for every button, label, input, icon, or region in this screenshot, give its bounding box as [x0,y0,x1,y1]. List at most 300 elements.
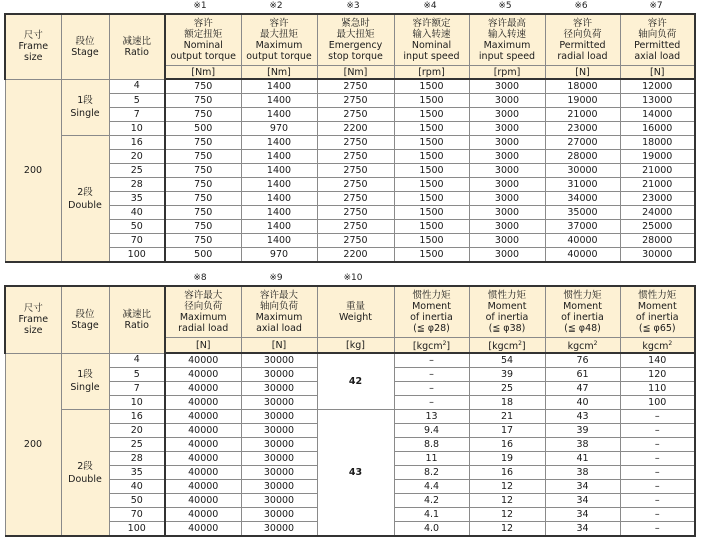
table-row [5,248,695,263]
value-cell: 43 [545,410,620,424]
value-cell: 3000 [469,122,545,136]
table-row [5,206,695,220]
value-cell: 25 [469,382,545,396]
header-line: radial load [178,323,229,334]
unit-text: [kgcm [412,341,443,353]
unit-close: ] [446,341,451,353]
value-cell: 12 [469,522,545,537]
ratio-cell: 4 [109,353,165,368]
value-cell: 970 [241,248,317,263]
header-line: 容许最大 [184,290,223,301]
header-line: 减速比 [122,35,151,47]
value-cell: – [620,522,695,537]
table-row [5,79,695,94]
column-header [394,286,469,338]
header-line: Single [70,382,100,394]
ratio-cell: 70 [109,234,165,248]
value-cell: 40 [545,396,620,410]
value-cell: 2200 [317,248,394,263]
value-cell: 1500 [394,206,469,220]
value-cell: – [394,353,469,368]
value-cell: 2750 [317,178,394,192]
value-cell: 21000 [545,108,620,122]
value-cell: 19000 [545,94,620,108]
value-cell: 14000 [620,108,695,122]
value-cell: 2750 [317,108,394,122]
value-cell: – [620,466,695,480]
header-line: 容许额定 [412,18,451,29]
value-cell: 38 [545,438,620,452]
value-cell: – [620,494,695,508]
value-cell: 3000 [469,136,545,150]
value-cell: 40000 [165,353,241,368]
unit-text: kgcm [642,341,669,353]
value-cell: 970 [241,122,317,136]
note-marker: ※2 [269,1,283,11]
header-line: Single [70,108,100,120]
value-cell: 1500 [394,178,469,192]
value-cell: 1500 [394,220,469,234]
header-line: Maximum [483,40,531,51]
ratio-cell: 100 [109,522,165,537]
value-cell: 2750 [317,234,394,248]
header-line: 容许 [647,18,667,29]
column-header [241,286,317,338]
value-cell: 40000 [545,248,620,263]
value-cell: 1400 [241,164,317,178]
value-cell: 8.8 [394,438,469,452]
value-cell: 12 [469,508,545,522]
header-line: output torque [246,51,312,62]
header-line: size [24,325,43,337]
note-marker: ※7 [649,1,663,11]
value-cell: – [620,410,695,424]
value-cell: 28000 [620,234,695,248]
value-cell: 18000 [545,79,620,94]
column-header [545,286,620,338]
unit-cell [241,338,317,354]
unit-cell [469,338,545,354]
header-line: input speed [403,51,460,62]
value-cell: 41 [545,452,620,466]
value-cell: 1500 [394,136,469,150]
unit-text: [Nm] [343,66,368,78]
value-cell: 28000 [545,150,620,164]
stage-double-cell [61,136,109,263]
value-cell: 40000 [165,466,241,480]
table-row [5,122,695,136]
value-cell: 1400 [241,150,317,164]
header-line: Double [68,473,102,485]
ratio-cell: 4 [109,79,165,94]
unit-superscript: 2 [668,340,673,347]
ratio-cell: 5 [109,94,165,108]
unit-text: [kg] [346,339,365,351]
unit-cell [469,66,545,80]
value-cell: 40000 [165,410,241,424]
header-line: axial load [634,51,681,62]
unit-cell [394,66,469,80]
value-cell: 35000 [545,206,620,220]
value-cell: 3000 [469,248,545,263]
header-line: 径向负荷 [563,29,602,40]
header-line: 容许最大 [259,290,298,301]
header-line: Emergency [328,40,383,51]
column-header [165,14,241,66]
value-cell: 30000 [241,382,317,396]
unit-text: kgcm [567,341,594,353]
value-cell: 17 [469,424,545,438]
value-cell: 39 [545,424,620,438]
value-cell: 16 [469,438,545,452]
unit-superscript: 2 [593,340,598,347]
value-cell: 18000 [620,136,695,150]
value-cell: 2750 [317,206,394,220]
header-line: Permitted [634,40,681,51]
header-line: Nominal [183,40,223,51]
header-line: Stage [71,46,99,58]
value-cell: 2750 [317,136,394,150]
unit-cell [545,338,620,354]
unit-superscript: 2 [442,340,447,347]
ratio-cell: 28 [109,452,165,466]
value-cell: 1500 [394,79,469,94]
header-line: (≦ φ28) [413,323,450,334]
header-line: 输入转速 [412,29,451,40]
header-line: Maximum [255,40,303,51]
unit-text: [N] [649,66,665,78]
column-header [620,286,695,338]
value-cell: – [620,480,695,494]
note-marker: ※3 [346,1,360,11]
value-cell: 750 [165,136,241,150]
header-line: Moment [563,301,602,312]
value-cell: 30000 [241,466,317,480]
weight-single-cell: 42 [317,353,394,410]
unit-text: [rpm] [418,66,445,78]
header-line: 1段 [77,369,93,381]
note-marker: ※8 [193,273,207,283]
value-cell: 30000 [241,410,317,424]
table-row [5,410,695,424]
value-cell: 23000 [620,192,695,206]
value-cell: 1400 [241,94,317,108]
value-cell: 100 [620,396,695,410]
value-cell: 30000 [241,494,317,508]
value-cell: 500 [165,122,241,136]
unit-cell [241,66,317,80]
value-cell: 4.2 [394,494,469,508]
value-cell: – [394,368,469,382]
ratio-cell: 10 [109,396,165,410]
value-cell: 3000 [469,220,545,234]
header-line: 容许 [193,18,213,29]
value-cell: 37000 [545,220,620,234]
header-line: 惯性力矩 [563,290,602,301]
stage-header [61,286,109,353]
header-line: 2段 [77,186,93,198]
header-line: of inertia [561,312,604,323]
value-cell: 750 [165,206,241,220]
value-cell: 30000 [241,368,317,382]
value-cell: 2750 [317,164,394,178]
header-line: Stage [71,319,99,331]
header-line: Frame [18,41,49,53]
stage-single-cell [61,353,109,410]
value-cell: 750 [165,108,241,122]
value-cell: – [620,452,695,466]
notes-row-bottom [0,272,708,284]
header-line: stop torque [328,51,383,62]
value-cell: 1500 [394,248,469,263]
column-header [545,14,620,66]
value-cell: 750 [165,79,241,94]
value-cell: 750 [165,164,241,178]
note-marker: ※1 [193,1,207,11]
header-line: Moment [487,301,527,312]
unit-text: [kgcm [488,341,519,353]
value-cell: 1400 [241,79,317,94]
value-cell: 2750 [317,150,394,164]
value-cell: 3000 [469,79,545,94]
value-cell: 9.4 [394,424,469,438]
unit-cell [165,338,241,354]
table-row [5,234,695,248]
ratio-cell: 7 [109,382,165,396]
value-cell: 750 [165,150,241,164]
ratio-cell: 16 [109,410,165,424]
ratio-cell: 7 [109,108,165,122]
header-line: 容许 [269,18,289,29]
value-cell: 1500 [394,150,469,164]
header-line: 惯性力矩 [412,290,451,301]
stage-double-cell [61,410,109,537]
value-cell: 21 [469,410,545,424]
value-cell: 1400 [241,136,317,150]
header-line: Frame [18,314,49,326]
unit-cell [394,338,469,354]
value-cell: 25000 [620,220,695,234]
header-line: 尺寸 [23,303,43,315]
value-cell: 1500 [394,234,469,248]
header-line: axial load [256,323,302,334]
header-line: of inertia [635,312,679,323]
value-cell: 19 [469,452,545,466]
value-cell: 18 [469,396,545,410]
unit-cell [317,338,394,354]
value-cell: 21000 [620,178,695,192]
header-line: (≦ φ38) [488,323,526,334]
column-header [317,14,394,66]
spec-table-1 [4,13,696,263]
value-cell: 76 [545,353,620,368]
note-marker: ※10 [343,273,363,283]
frame-size-header [5,14,61,79]
table-row [5,353,695,368]
value-cell: 500 [165,248,241,263]
value-cell: 120 [620,368,695,382]
unit-text: [N] [195,339,211,351]
unit-cell [165,66,241,80]
unit-cell [620,66,695,80]
value-cell: 40000 [165,494,241,508]
column-header [469,14,545,66]
value-cell: 2750 [317,94,394,108]
weight-double-cell: 43 [317,410,394,537]
header-line: 输入转速 [487,29,526,40]
value-cell: 3000 [469,234,545,248]
header-line: 段位 [75,308,95,320]
table-row [5,150,695,164]
ratio-cell: 28 [109,178,165,192]
header-line: 2段 [77,460,93,472]
value-cell: 1500 [394,94,469,108]
value-cell: 34 [545,480,620,494]
value-cell: 2750 [317,79,394,94]
column-header [620,14,695,66]
value-cell: 1400 [241,192,317,206]
frame-size-cell: 200 [5,79,61,262]
unit-cell [317,66,394,80]
ratio-cell: 20 [109,424,165,438]
value-cell: 19000 [620,150,695,164]
header-line: 紧急时 [341,18,370,29]
value-cell: 3000 [469,150,545,164]
header-line: 轴向负荷 [259,301,298,312]
ratio-cell: 10 [109,122,165,136]
unit-text: [rpm] [493,66,521,78]
value-cell: – [620,508,695,522]
ratio-cell: 100 [109,248,165,263]
note-marker: ※5 [498,1,512,11]
unit-cell [545,66,620,80]
header-line: 惯性力矩 [638,290,677,301]
ratio-cell: 40 [109,480,165,494]
unit-superscript: 2 [518,340,522,347]
value-cell: 34 [545,522,620,537]
value-cell: – [394,382,469,396]
unit-cell [620,338,695,354]
header-line: of inertia [410,312,453,323]
header-line: Ratio [124,319,149,331]
ratio-cell: 35 [109,192,165,206]
header-line: 尺寸 [23,30,43,42]
value-cell: 16000 [620,122,695,136]
value-cell: 1400 [241,108,317,122]
header-line: 惯性力矩 [487,290,526,301]
value-cell: 16 [469,466,545,480]
value-cell: 750 [165,220,241,234]
column-header [394,14,469,66]
value-cell: 40000 [165,382,241,396]
header-line: 径向负荷 [184,301,223,312]
header-line: 最大扭矩 [336,29,375,40]
value-cell: 30000 [545,164,620,178]
value-cell: 47 [545,382,620,396]
header-line: Moment [412,301,451,312]
ratio-cell: 50 [109,220,165,234]
value-cell: – [394,396,469,410]
table-row [5,220,695,234]
value-cell: 110 [620,382,695,396]
header-line: 最大扭矩 [259,29,298,40]
value-cell: 30000 [241,508,317,522]
value-cell: 38 [545,466,620,480]
header-line: of inertia [485,312,529,323]
value-cell: 11 [394,452,469,466]
value-cell: 13000 [620,94,695,108]
value-cell: 12 [469,494,545,508]
value-cell: 4.0 [394,522,469,537]
column-header [165,286,241,338]
table-row [5,192,695,206]
value-cell: 40000 [165,396,241,410]
column-header [317,286,394,338]
notes-row-top [0,0,708,12]
value-cell: 3000 [469,108,545,122]
header-line: 重量 [345,301,365,312]
value-cell: 3000 [469,206,545,220]
header-line: Ratio [124,46,149,58]
value-cell: 3000 [469,164,545,178]
table-row [5,178,695,192]
value-cell: 40000 [165,480,241,494]
header-line: 容许 [572,18,592,29]
header-line: Maximum [255,312,303,323]
table-row [5,136,695,150]
ratio-header [109,286,165,353]
value-cell: 30000 [241,480,317,494]
value-cell: 30000 [620,248,695,263]
value-cell: 34 [545,494,620,508]
stage-single-cell [61,79,109,136]
ratio-cell: 50 [109,494,165,508]
ratio-cell: 5 [109,368,165,382]
value-cell: 39 [469,368,545,382]
value-cell: 12 [469,480,545,494]
header-line: (≦ φ48) [564,323,601,334]
header-line: size [24,52,43,64]
table-row [5,94,695,108]
header-line: output torque [170,51,237,62]
ratio-cell: 25 [109,438,165,452]
header-line: Permitted [559,40,606,51]
value-cell: 27000 [545,136,620,150]
value-cell: 34000 [545,192,620,206]
value-cell: 750 [165,94,241,108]
value-cell: 30000 [241,452,317,466]
value-cell: 1400 [241,178,317,192]
header-line: 段位 [75,35,95,47]
header-line: 减速比 [122,308,151,320]
value-cell: 1500 [394,108,469,122]
note-marker: ※9 [269,273,283,283]
stage-header [61,14,109,79]
ratio-cell: 16 [109,136,165,150]
frame-size-cell: 200 [5,353,61,536]
value-cell: 40000 [545,234,620,248]
value-cell: 40000 [165,438,241,452]
unit-text: [Nm] [267,66,291,78]
unit-text: [Nm] [191,66,216,78]
value-cell: 1400 [241,206,317,220]
header-line: 额定扭矩 [184,29,223,40]
value-cell: 40000 [165,424,241,438]
value-cell: 40000 [165,522,241,537]
ratio-header [109,14,165,79]
ratio-cell: 25 [109,164,165,178]
value-cell: 3000 [469,178,545,192]
